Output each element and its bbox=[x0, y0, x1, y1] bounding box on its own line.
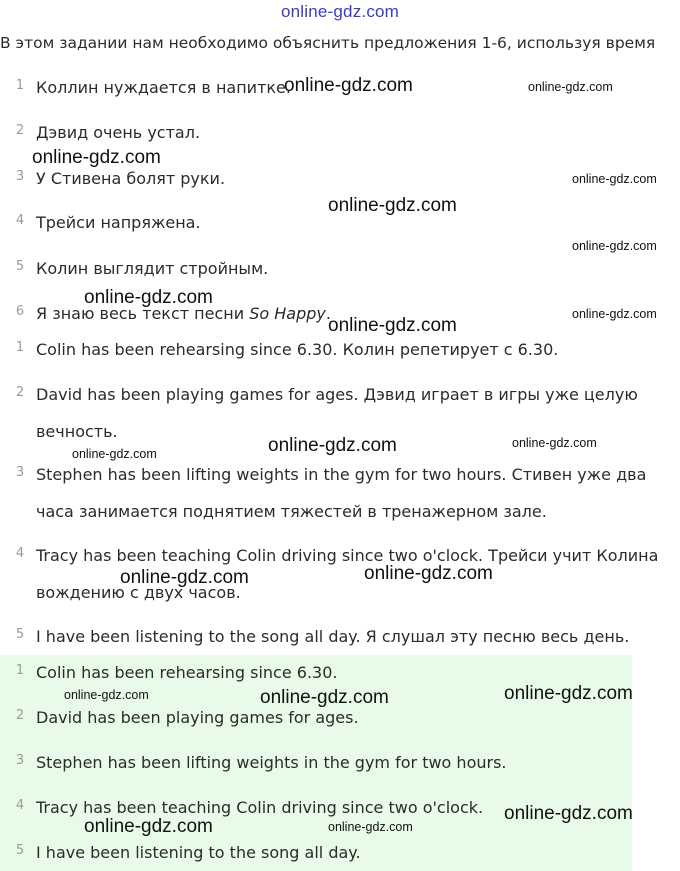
item-number: 2 bbox=[15, 385, 25, 400]
item-text: Tracy has been teaching Colin driving since two o'clock. bbox=[36, 798, 484, 817]
task-intro: В этом задании нам необходимо объяснить предложения 1-6, используя время bbox=[0, 34, 656, 52]
item-number: 3 bbox=[15, 169, 25, 184]
watermark: online-gdz.com bbox=[572, 307, 657, 321]
watermark: online-gdz.com bbox=[84, 816, 213, 837]
watermark: online-gdz.com bbox=[328, 195, 457, 216]
watermark: online-gdz.com bbox=[32, 147, 161, 168]
item-number: 4 bbox=[15, 546, 25, 561]
song-title: So Happy bbox=[249, 304, 326, 323]
watermark: online-gdz.com bbox=[572, 172, 657, 186]
watermark: online-gdz.com bbox=[72, 447, 157, 461]
watermark: online-gdz.com bbox=[64, 688, 149, 702]
item-text: Colin has been rehearsing since 6.30. bbox=[36, 663, 338, 682]
item-text: У Стивена болят руки. bbox=[36, 169, 226, 188]
item-text-continued: вождению с двух часов. bbox=[36, 583, 241, 602]
item-number: 2 bbox=[15, 123, 25, 138]
watermark: online-gdz.com bbox=[120, 567, 249, 588]
watermark: online-gdz.com bbox=[504, 803, 633, 824]
item-text: David has been playing games for ages. Дэвид играет в игры уже целую bbox=[36, 385, 638, 404]
watermark: online-gdz.com bbox=[260, 687, 389, 708]
watermark: online-gdz.com bbox=[512, 436, 597, 450]
item-text: Я знаю весь текст песни So Happy. bbox=[36, 304, 331, 323]
watermark: online-gdz.com bbox=[328, 315, 457, 336]
watermark: online-gdz.com bbox=[528, 80, 613, 94]
item-text: Stephen has been lifting weights in the gym for two hours. bbox=[36, 753, 507, 772]
item-text-continued: вечность. bbox=[36, 422, 118, 441]
item-number: 4 bbox=[15, 798, 25, 813]
item-number: 5 bbox=[15, 843, 25, 858]
item-number: 3 bbox=[15, 753, 25, 768]
watermark: online-gdz.com bbox=[268, 435, 397, 456]
watermark: online-gdz.com bbox=[284, 75, 413, 96]
item-number: 5 bbox=[15, 627, 25, 642]
item-text: I have been listening to the song all day. bbox=[36, 843, 361, 862]
item-number: 6 bbox=[15, 304, 25, 319]
item-number: 1 bbox=[15, 663, 25, 678]
watermark: online-gdz.com bbox=[504, 683, 633, 704]
item-text: Колин выглядит стройным. bbox=[36, 259, 269, 278]
item-text: I have been listening to the song all day. Я слушал эту песню весь день. bbox=[36, 627, 630, 646]
item-text-continued: часа занимается поднятием тяжестей в тренажерном зале. bbox=[36, 502, 547, 521]
item-number: 1 bbox=[15, 340, 25, 355]
item-text: Дэвид очень устал. bbox=[36, 123, 201, 142]
item-number: 4 bbox=[15, 213, 25, 228]
site-header-watermark: online-gdz.com bbox=[280, 2, 400, 21]
watermark: online-gdz.com bbox=[328, 820, 413, 834]
item-number: 1 bbox=[15, 78, 25, 93]
item-number: 5 bbox=[15, 259, 25, 274]
item-text: Colin has been rehearsing since 6.30. Колин репетирует с 6.30. bbox=[36, 340, 559, 359]
watermark: online-gdz.com bbox=[364, 563, 493, 584]
watermark: online-gdz.com bbox=[572, 239, 657, 253]
item-text: Tracy has been teaching Colin driving since two o'clock. Трейси учит Колина bbox=[36, 546, 659, 565]
item-number: 2 bbox=[15, 708, 25, 723]
item-text: Коллин нуждается в напитке. bbox=[36, 78, 291, 97]
item-number: 3 bbox=[15, 465, 25, 480]
watermark: online-gdz.com bbox=[84, 287, 213, 308]
item-text: Трейси напряжена. bbox=[36, 213, 201, 232]
item-text: David has been playing games for ages. bbox=[36, 708, 359, 727]
item-text: Stephen has been lifting weights in the gym for two hours. Стивен уже два bbox=[36, 465, 647, 484]
